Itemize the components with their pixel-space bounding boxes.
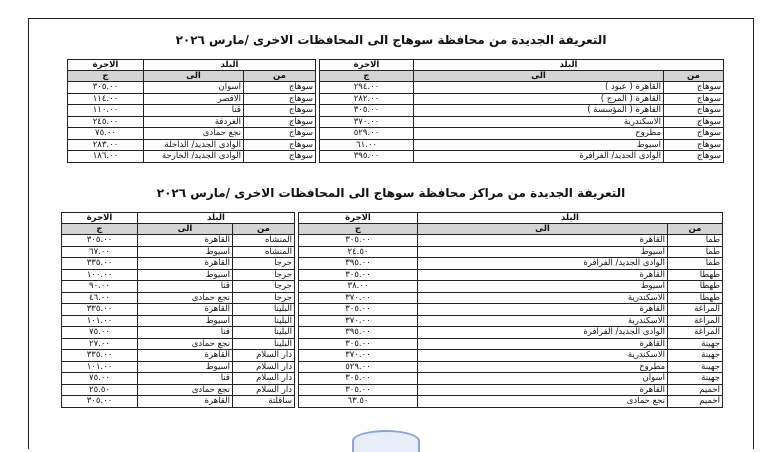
fare-cell: ١١٠.٠٠ — [68, 105, 144, 117]
fare-cell: ٦٣.٥٠ — [299, 396, 418, 408]
from-cell: المنشاه — [233, 246, 295, 258]
header-balad: البلد — [418, 213, 723, 224]
to-cell: الوادى الجديد/ الفرافرة — [418, 258, 668, 270]
fare-cell: ١٨٦.٠٠ — [68, 151, 144, 163]
from-cell: سوهاج — [244, 82, 316, 94]
from-cell: المراغة — [668, 327, 723, 339]
from-cell: سوهاج — [664, 151, 724, 163]
to-cell: القاهرة — [138, 304, 233, 316]
from-cell: جرجا — [233, 281, 295, 293]
table-row — [320, 82, 724, 94]
fare-cell: ١٠١.٠٠ — [62, 315, 138, 327]
from-cell: دار السلام — [233, 361, 295, 373]
fare-cell: ٢٤.٥٠ — [299, 246, 418, 258]
header-ila: الى — [144, 71, 244, 82]
from-cell: البلينا — [233, 327, 295, 339]
from-cell: دار السلام — [233, 350, 295, 362]
to-cell: الوادى الجديد/ الفرافرة — [418, 327, 668, 339]
table-row — [320, 151, 724, 163]
from-cell: دار السلام — [233, 373, 295, 385]
table-row — [299, 327, 723, 339]
table-row — [320, 93, 724, 105]
to-cell: القاهرة — [138, 396, 233, 408]
to-cell: القاهرة — [418, 304, 668, 316]
header-gineh: ج — [299, 224, 418, 235]
table-row — [62, 350, 295, 362]
to-cell: القاهرة — [418, 235, 668, 247]
header-min: من — [668, 224, 723, 235]
fare-cell: ٣٧٠.٠٠ — [299, 292, 418, 304]
to-cell: القاهرة ( المرج ) — [414, 93, 664, 105]
from-cell: طهطا — [668, 269, 723, 281]
table-row — [62, 315, 295, 327]
to-cell: الوادى الجديد/ الخارجة — [144, 151, 244, 163]
table-row — [320, 116, 724, 128]
table-row — [62, 246, 295, 258]
header-min: من — [664, 71, 724, 82]
table-row — [62, 373, 295, 385]
from-cell: سوهاج — [244, 128, 316, 140]
header-balad: البلد — [414, 60, 724, 71]
header-gineh: ج — [68, 71, 144, 82]
governorate-fare-table-left — [67, 59, 316, 163]
table-row — [68, 151, 316, 163]
to-cell: اسوان — [418, 373, 668, 385]
to-cell: قنا — [138, 327, 233, 339]
table-row — [62, 292, 295, 304]
table-row — [68, 93, 316, 105]
fare-cell: ٣٩٥.٠٠ — [299, 258, 418, 270]
fare-cell: ٦٧.٠٠ — [62, 246, 138, 258]
from-cell: جهينة — [668, 373, 723, 385]
table-row — [320, 139, 724, 151]
from-cell: جرجا — [233, 292, 295, 304]
to-cell: نجع حمادى — [138, 292, 233, 304]
from-cell: جرجا — [233, 269, 295, 281]
table-row — [62, 304, 295, 316]
table-row — [68, 116, 316, 128]
header-ila: الى — [418, 224, 668, 235]
table-header-row — [68, 60, 316, 71]
from-cell: سوهاج — [664, 93, 724, 105]
from-cell: اخميم — [668, 384, 723, 396]
to-cell: القاهرة ( عبود ) — [414, 82, 664, 94]
to-cell: الغردقة — [144, 116, 244, 128]
header-gineh: ج — [62, 224, 138, 235]
to-cell: القاهرة — [138, 350, 233, 362]
to-cell: الاسكندرية — [418, 292, 668, 304]
table-row — [68, 139, 316, 151]
fare-cell: ٣٠٥.٠٠ — [299, 373, 418, 385]
document-page — [28, 18, 754, 449]
header-balad: البلد — [144, 60, 316, 71]
fare-cell: ٣٩٥.٠٠ — [320, 151, 414, 163]
fare-cell: ٣٠٥.٠٠ — [299, 235, 418, 247]
table-row — [62, 361, 295, 373]
fare-cell: ٦١.٠٠ — [320, 139, 414, 151]
fare-cell: ٢٤٥.٠٠ — [68, 116, 144, 128]
from-cell: جهينة — [668, 361, 723, 373]
fare-cell: ٣٧٠.٠٠ — [299, 350, 418, 362]
from-cell: طهطا — [668, 281, 723, 293]
fare-cell: ٧٥.٠٠ — [68, 128, 144, 140]
to-cell: قنا — [138, 373, 233, 385]
from-cell: سوهاج — [664, 139, 724, 151]
to-cell: اسيوط — [414, 139, 664, 151]
from-cell: سوهاج — [664, 82, 724, 94]
table-row — [320, 105, 724, 117]
fare-cell: ١٠١.٠٠ — [62, 361, 138, 373]
from-cell: طما — [668, 258, 723, 270]
to-cell: نجع حمادى — [138, 384, 233, 396]
from-cell: سوهاج — [664, 116, 724, 128]
header-ujra: الاجرة — [68, 60, 144, 71]
to-cell: الاسكندرية — [414, 116, 664, 128]
from-cell: اخميم — [668, 396, 723, 408]
from-cell: سوهاج — [244, 116, 316, 128]
table-row — [62, 338, 295, 350]
fare-cell: ٢٩٤.٠٠ — [320, 82, 414, 94]
table-subheader-row — [62, 224, 295, 235]
fare-cell: ٥٢٩.٠٠ — [320, 128, 414, 140]
to-cell: الوادى الجديد/ الفرافرة — [414, 151, 664, 163]
fare-cell: ٤٦.٠٠ — [62, 292, 138, 304]
table-subheader-row — [320, 71, 724, 82]
to-cell: اسوان — [144, 82, 244, 94]
header-ila: الى — [138, 224, 233, 235]
fare-cell: ٣٣٥.٠٠ — [62, 304, 138, 316]
fare-cell: ٣٩٥.٠٠ — [299, 327, 418, 339]
table-header-row — [299, 213, 723, 224]
header-min: من — [233, 224, 295, 235]
table-header-row — [62, 213, 295, 224]
fare-cell: ٣٧٠.٠٠ — [320, 116, 414, 128]
from-cell: دار السلام — [233, 384, 295, 396]
to-cell: القاهرة — [138, 235, 233, 247]
table-row — [62, 396, 295, 408]
table-header-row — [320, 60, 724, 71]
header-ujra: الاجرة — [299, 213, 418, 224]
to-cell: اسيوط — [138, 246, 233, 258]
header-gineh: ج — [320, 71, 414, 82]
from-cell: ساقلتة — [233, 396, 295, 408]
table-row — [68, 105, 316, 117]
from-cell: المنشاه — [233, 235, 295, 247]
to-cell: اسيوط — [418, 281, 668, 293]
fare-cell: ٣٠٥.٠٠ — [68, 82, 144, 94]
fare-cell: ٥٢٩.٠٠ — [299, 361, 418, 373]
from-cell: سوهاج — [244, 93, 316, 105]
table-row — [320, 128, 724, 140]
fare-cell: ٣٠٥.٠٠ — [299, 338, 418, 350]
table-row — [299, 350, 723, 362]
from-cell: طهطا — [668, 292, 723, 304]
from-cell: البلينا — [233, 338, 295, 350]
to-cell: نجع حمادى — [138, 338, 233, 350]
official-seal — [352, 430, 420, 452]
from-cell: البلينا — [233, 315, 295, 327]
fare-cell: ٣٨.٠٠ — [299, 281, 418, 293]
to-cell: القاهرة — [418, 384, 668, 396]
to-cell: قنا — [138, 281, 233, 293]
from-cell: المراغة — [668, 315, 723, 327]
to-cell: مطروح — [418, 361, 668, 373]
table-row — [299, 235, 723, 247]
table-row — [299, 269, 723, 281]
to-cell: اسيوط — [138, 361, 233, 373]
to-cell: اسيوط — [418, 246, 668, 258]
from-cell: سوهاج — [244, 139, 316, 151]
fare-cell: ٢٨٢.٠٠ — [320, 93, 414, 105]
to-cell: نجع حمادى — [418, 396, 668, 408]
to-cell: نجع حمادى — [144, 128, 244, 140]
fare-cell: ٢٧.٠٠ — [62, 338, 138, 350]
to-cell: القاهرة — [418, 269, 668, 281]
table-row — [299, 315, 723, 327]
from-cell: سوهاج — [244, 105, 316, 117]
fare-cell: ١١٤.٠٠ — [68, 93, 144, 105]
table-subheader-row — [68, 71, 316, 82]
fare-cell: ٣٧٠.٠٠ — [299, 315, 418, 327]
header-ujra: الاجرة — [62, 213, 138, 224]
main-title: التعريفة الجديدة من محافظة سوهاج الى المحافظات الاخرى /مارس ٢٠٢٦ — [175, 33, 607, 47]
table-row — [62, 258, 295, 270]
header-balad: البلد — [138, 213, 295, 224]
governorate-fare-table-right — [319, 59, 724, 163]
table-row — [299, 396, 723, 408]
to-cell: القاهرة — [418, 338, 668, 350]
table-subheader-row — [299, 224, 723, 235]
from-cell: جهينة — [668, 338, 723, 350]
table-row — [68, 128, 316, 140]
to-cell: الاسكندرية — [418, 350, 668, 362]
to-cell: الاسكندرية — [418, 315, 668, 327]
fare-cell: ٣٠٥.٠٠ — [299, 304, 418, 316]
table-row — [299, 258, 723, 270]
table-row — [299, 384, 723, 396]
header-ujra: الاجرة — [320, 60, 414, 71]
to-cell: القاهرة ( المؤسسة ) — [414, 105, 664, 117]
from-cell: المراغة — [668, 304, 723, 316]
to-cell: الوادى الجديد/ الداخلة — [144, 139, 244, 151]
from-cell: البلينا — [233, 304, 295, 316]
fare-cell: ٧٥.٠٠ — [62, 373, 138, 385]
to-cell: اسيوط — [138, 315, 233, 327]
fare-cell: ١٠٠.٠٠ — [62, 269, 138, 281]
table-row — [62, 269, 295, 281]
to-cell: القاهرة — [138, 258, 233, 270]
from-cell: جهينة — [668, 350, 723, 362]
table-row — [299, 373, 723, 385]
table-row — [62, 384, 295, 396]
table-row — [68, 82, 316, 94]
to-cell: قنا — [144, 105, 244, 117]
table-row — [62, 281, 295, 293]
table-row — [299, 361, 723, 373]
table-row — [299, 304, 723, 316]
from-cell: سوهاج — [664, 105, 724, 117]
second-title: التعريفة الجديدة من مراكز محافظة سوهاج الى المحافظات الاخرى /مارس ٢٠٢٦ — [156, 186, 626, 200]
fare-cell: ٧٥.٠٠ — [62, 327, 138, 339]
header-ila: الى — [414, 71, 664, 82]
fare-cell: ٣٣٥.٠٠ — [62, 258, 138, 270]
to-cell: اسيوط — [138, 269, 233, 281]
from-cell: طما — [668, 246, 723, 258]
from-cell: جرجا — [233, 258, 295, 270]
table-row — [299, 246, 723, 258]
fare-cell: ٣٠٥.٠٠ — [320, 105, 414, 117]
fare-cell: ٣٠٥.٠٠ — [62, 396, 138, 408]
fare-cell: ٣٠٥.٠٠ — [299, 269, 418, 281]
fare-cell: ٣٣٥.٠٠ — [62, 350, 138, 362]
table-row — [62, 235, 295, 247]
from-cell: طما — [668, 235, 723, 247]
fare-cell: ٣٠٥.٠٠ — [299, 384, 418, 396]
from-cell: سوهاج — [244, 151, 316, 163]
fare-cell: ٢٥.٥٠ — [62, 384, 138, 396]
center-fare-table-right — [298, 212, 723, 408]
fare-cell: ٣٠٥.٠٠ — [62, 235, 138, 247]
header-min: من — [244, 71, 316, 82]
table-row — [299, 281, 723, 293]
to-cell: مطروح — [414, 128, 664, 140]
table-row — [299, 292, 723, 304]
to-cell: الاقصر — [144, 93, 244, 105]
center-fare-table-left — [61, 212, 295, 408]
fare-cell: ٢٨٣.٠٠ — [68, 139, 144, 151]
fare-cell: ٩٠.٠٠ — [62, 281, 138, 293]
from-cell: سوهاج — [664, 128, 724, 140]
table-row — [299, 338, 723, 350]
table-row — [62, 327, 295, 339]
